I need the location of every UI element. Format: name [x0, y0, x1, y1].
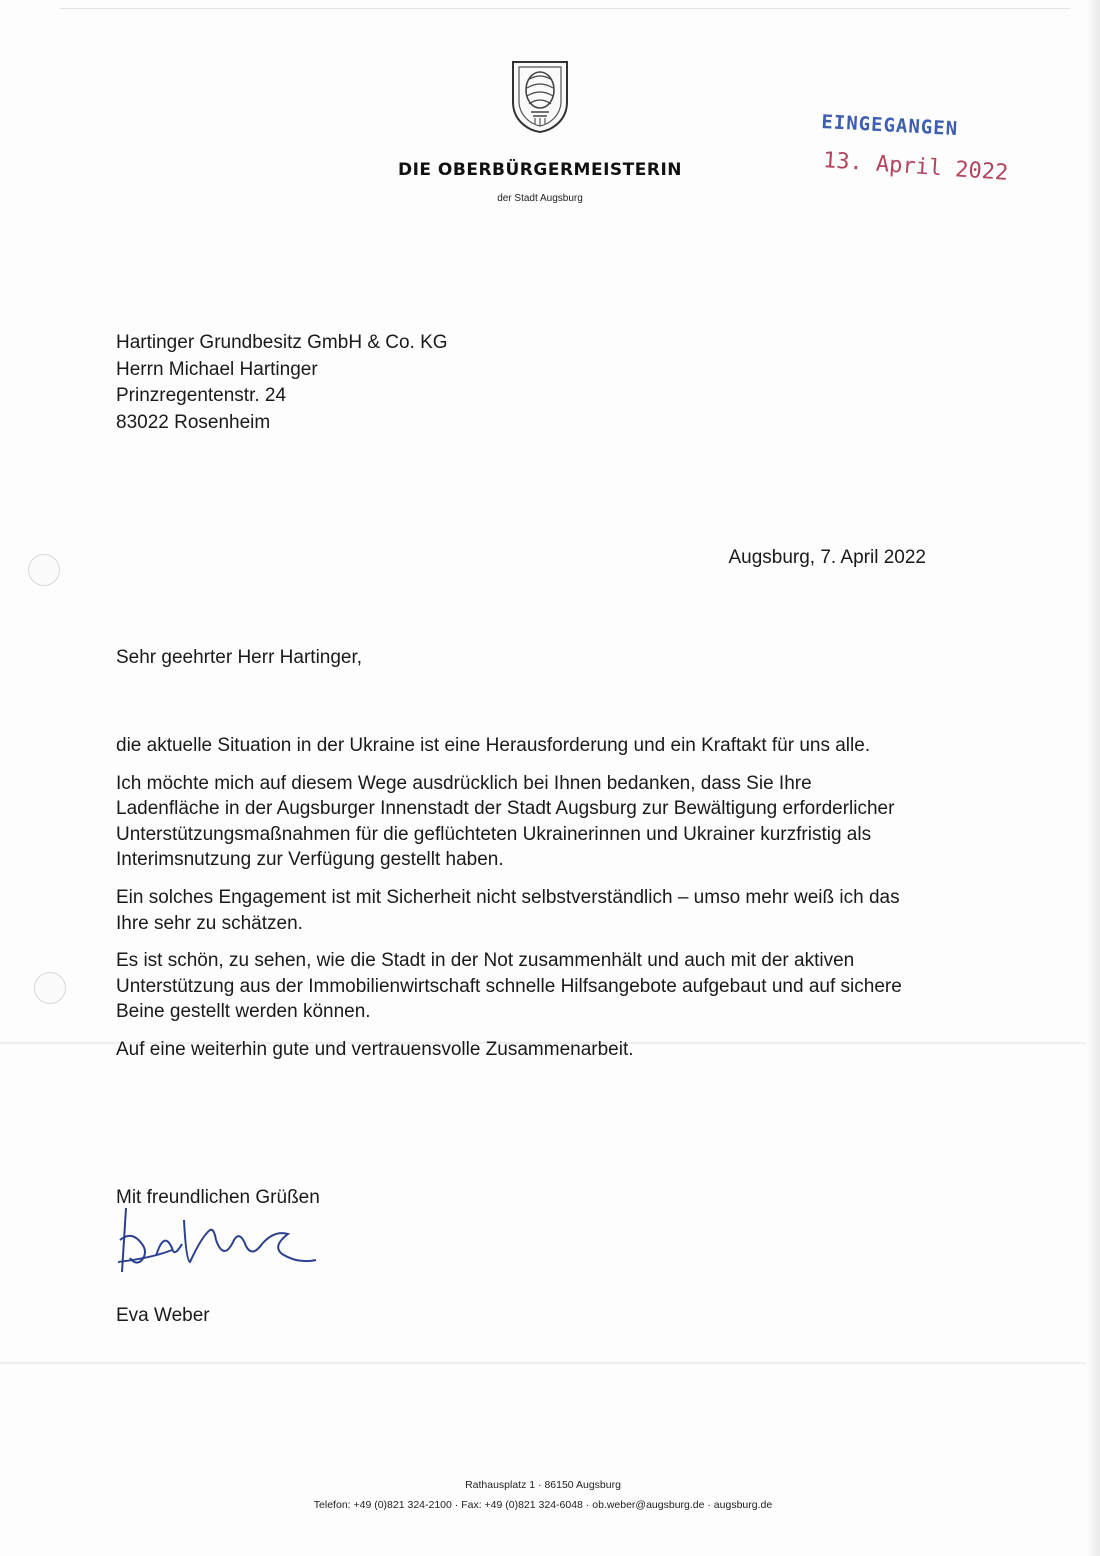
- recipient-name: Herrn Michael Hartinger: [116, 358, 318, 380]
- handwritten-signature: [112, 1200, 322, 1280]
- punch-hole: [28, 554, 60, 586]
- recipient-street: Prinzregentenstr. 24: [116, 385, 287, 407]
- body-paragraph: Es ist schön, zu sehen, wie die Stadt in der Not zusammenhält und auch mit der aktiven Unterstützung aus der Immobilienwirtschaft schnelle Hilfsangebote aufgebaut und auf sichere Beine gestellt werden können.: [116, 950, 902, 1023]
- received-stamp-label: EINGEGANGEN: [820, 111, 959, 141]
- recipient-address: [116, 330, 448, 436]
- body-paragraph: Auf eine weiterhin gute und vertrauensvolle Zusammenarbeit.: [116, 1038, 634, 1060]
- recipient-company: Hartinger Grundbesitz GmbH & Co. KG: [116, 332, 448, 353]
- scan-edge-top: [60, 8, 1070, 9]
- letterhead-title: DIE OBERBÜRGERMEISTERIN: [397, 160, 683, 180]
- letter-body: [116, 733, 916, 1075]
- city-crest-icon: [509, 58, 571, 134]
- signer-name: Eva Weber: [116, 1305, 210, 1326]
- recipient-city: 83022 Rosenheim: [116, 411, 271, 433]
- received-stamp-date: 13. April 2022: [822, 148, 1009, 186]
- body-paragraph: die aktuelle Situation in der Ukraine ist eine Herausforderung und ein Kraftakt für uns alle.: [116, 735, 871, 756]
- body-paragraph: Ich möchte mich auf diesem Wege ausdrücklich bei Ihnen bedanken, dass Sie Ihre Ladenfläche in der Augsburger Innenstadt der Stadt Augsburg zur Bewältigung erforderlicher Unterstützungsmaßnahmen für die geflüchteten Ukrainerinnen und Ukrainer kurzfristig als Interimsnutzung zur Verfügung gestellt haben.: [116, 772, 895, 871]
- punch-hole: [34, 972, 66, 1004]
- letter-date: Augsburg, 7. April 2022: [728, 547, 926, 568]
- footer-contact: Telefon: +49 (0)821 324-2100 · Fax: +49 (0)821 324-6048 · ob.weber@augsburg.de · augsburg.de: [313, 1499, 773, 1511]
- footer-address: Rathausplatz 1 · 86150 Augsburg: [465, 1479, 621, 1491]
- letterhead-subtitle: der Stadt Augsburg: [497, 193, 583, 204]
- closing-phrase: Mit freundlichen Grüßen: [116, 1187, 320, 1208]
- fold-line: [0, 1362, 1086, 1364]
- scan-edge: [1086, 0, 1100, 1556]
- salutation: Sehr geehrter Herr Hartinger,: [116, 647, 363, 668]
- body-paragraph: Ein solches Engagement ist mit Sicherheit nicht selbstverständlich – umso mehr weiß ich das Ihre sehr zu schätzen.: [116, 886, 900, 934]
